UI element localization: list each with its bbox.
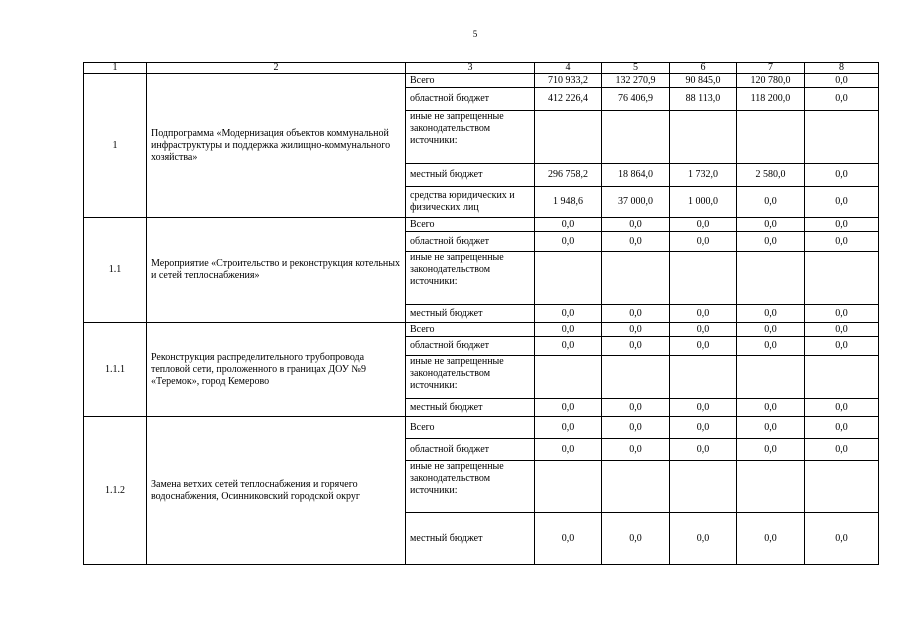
value-cell: 0,0 bbox=[535, 399, 602, 417]
funding-source: иные не запрещенные законодательством источники: bbox=[406, 461, 535, 513]
value-cell: 0,0 bbox=[535, 513, 602, 565]
table-row bbox=[84, 417, 879, 439]
value-cell: 0,0 bbox=[805, 337, 879, 356]
value-cell bbox=[535, 461, 602, 513]
table-row bbox=[84, 74, 879, 88]
value-cell bbox=[602, 252, 670, 305]
funding-source: местный бюджет bbox=[406, 164, 535, 187]
value-cell: 0,0 bbox=[737, 218, 805, 232]
value-cell bbox=[737, 111, 805, 164]
value-cell: 76 406,9 bbox=[602, 88, 670, 111]
column-header: 2 bbox=[147, 63, 406, 74]
funding-source: Всего bbox=[406, 417, 535, 439]
value-cell bbox=[602, 356, 670, 399]
funding-source: областной бюджет bbox=[406, 439, 535, 461]
value-cell: 0,0 bbox=[535, 232, 602, 252]
funding-source: областной бюджет bbox=[406, 337, 535, 356]
value-cell: 412 226,4 bbox=[535, 88, 602, 111]
value-cell: 118 200,0 bbox=[737, 88, 805, 111]
value-cell: 2 580,0 bbox=[737, 164, 805, 187]
value-cell: 0,0 bbox=[602, 337, 670, 356]
value-cell: 0,0 bbox=[805, 88, 879, 111]
value-cell: 0,0 bbox=[737, 513, 805, 565]
value-cell: 88 113,0 bbox=[670, 88, 737, 111]
value-cell: 120 780,0 bbox=[737, 74, 805, 88]
item-number: 1 bbox=[84, 74, 147, 218]
value-cell bbox=[805, 252, 879, 305]
value-cell: 0,0 bbox=[602, 323, 670, 337]
funding-source: местный бюджет bbox=[406, 399, 535, 417]
value-cell bbox=[805, 461, 879, 513]
value-cell: 0,0 bbox=[737, 439, 805, 461]
value-cell: 0,0 bbox=[805, 164, 879, 187]
column-header: 4 bbox=[535, 63, 602, 74]
value-cell: 0,0 bbox=[805, 232, 879, 252]
value-cell: 0,0 bbox=[670, 337, 737, 356]
funding-source: местный бюджет bbox=[406, 513, 535, 565]
funding-source: местный бюджет bbox=[406, 305, 535, 323]
value-cell: 0,0 bbox=[670, 439, 737, 461]
value-cell bbox=[602, 111, 670, 164]
value-cell: 0,0 bbox=[535, 323, 602, 337]
value-cell: 1 948,6 bbox=[535, 187, 602, 218]
value-cell: 0,0 bbox=[805, 417, 879, 439]
value-cell: 0,0 bbox=[805, 74, 879, 88]
value-cell: 0,0 bbox=[670, 513, 737, 565]
column-header: 7 bbox=[737, 63, 805, 74]
value-cell: 0,0 bbox=[602, 439, 670, 461]
value-cell: 0,0 bbox=[602, 305, 670, 323]
item-number: 1.1 bbox=[84, 218, 147, 323]
value-cell bbox=[737, 356, 805, 399]
value-cell bbox=[805, 111, 879, 164]
value-cell bbox=[737, 461, 805, 513]
item-name: Мероприятие «Строительство и реконструкция котельных и сетей теплоснабжения» bbox=[147, 218, 406, 323]
value-cell: 0,0 bbox=[805, 187, 879, 218]
column-header: 3 bbox=[406, 63, 535, 74]
value-cell bbox=[670, 252, 737, 305]
value-cell: 0,0 bbox=[805, 439, 879, 461]
column-header: 1 bbox=[84, 63, 147, 74]
funding-source: иные не запрещенные законодательством источники: bbox=[406, 252, 535, 305]
value-cell: 0,0 bbox=[670, 232, 737, 252]
value-cell: 1 732,0 bbox=[670, 164, 737, 187]
value-cell bbox=[670, 356, 737, 399]
value-cell: 37 000,0 bbox=[602, 187, 670, 218]
value-cell: 0,0 bbox=[805, 399, 879, 417]
value-cell: 0,0 bbox=[737, 337, 805, 356]
funding-source: Всего bbox=[406, 74, 535, 88]
table-row bbox=[84, 323, 879, 337]
value-cell bbox=[737, 252, 805, 305]
value-cell: 0,0 bbox=[805, 513, 879, 565]
table-row bbox=[84, 218, 879, 232]
value-cell: 0,0 bbox=[602, 232, 670, 252]
value-cell: 0,0 bbox=[602, 399, 670, 417]
value-cell: 0,0 bbox=[737, 187, 805, 218]
value-cell: 1 000,0 bbox=[670, 187, 737, 218]
value-cell: 0,0 bbox=[535, 439, 602, 461]
value-cell bbox=[670, 461, 737, 513]
value-cell: 0,0 bbox=[737, 305, 805, 323]
column-header: 8 bbox=[805, 63, 879, 74]
funding-source: иные не запрещенные законодательством источники: bbox=[406, 356, 535, 399]
value-cell: 0,0 bbox=[535, 417, 602, 439]
value-cell: 0,0 bbox=[535, 337, 602, 356]
value-cell: 0,0 bbox=[737, 232, 805, 252]
value-cell bbox=[535, 356, 602, 399]
value-cell: 0,0 bbox=[737, 417, 805, 439]
funding-source: Всего bbox=[406, 218, 535, 232]
value-cell: 18 864,0 bbox=[602, 164, 670, 187]
value-cell: 0,0 bbox=[805, 218, 879, 232]
value-cell bbox=[535, 252, 602, 305]
value-cell: 0,0 bbox=[602, 417, 670, 439]
value-cell: 0,0 bbox=[535, 218, 602, 232]
value-cell: 296 758,2 bbox=[535, 164, 602, 187]
value-cell: 710 933,2 bbox=[535, 74, 602, 88]
budget-table bbox=[83, 62, 879, 565]
value-cell: 90 845,0 bbox=[670, 74, 737, 88]
value-cell: 0,0 bbox=[737, 399, 805, 417]
item-name: Подпрограмма «Модернизация объектов коммунальной инфраструктуры и поддержка жилищно-коммунального хозяйства» bbox=[147, 74, 406, 218]
value-cell bbox=[805, 356, 879, 399]
value-cell: 0,0 bbox=[670, 323, 737, 337]
funding-source: областной бюджет bbox=[406, 88, 535, 111]
value-cell: 0,0 bbox=[602, 513, 670, 565]
funding-source: областной бюджет bbox=[406, 232, 535, 252]
value-cell: 0,0 bbox=[805, 323, 879, 337]
value-cell: 0,0 bbox=[670, 305, 737, 323]
value-cell: 0,0 bbox=[737, 323, 805, 337]
value-cell: 0,0 bbox=[670, 399, 737, 417]
funding-source: Всего bbox=[406, 323, 535, 337]
column-header: 5 bbox=[602, 63, 670, 74]
funding-source: иные не запрещенные законодательством источники: bbox=[406, 111, 535, 164]
item-number: 1.1.2 bbox=[84, 417, 147, 565]
item-name: Замена ветхих сетей теплоснабжения и горячего водоснабжения, Осинниковский городской округ bbox=[147, 417, 406, 565]
value-cell: 0,0 bbox=[602, 218, 670, 232]
value-cell: 132 270,9 bbox=[602, 74, 670, 88]
value-cell: 0,0 bbox=[670, 417, 737, 439]
item-name: Реконструкция распределительного трубопровода тепловой сети, проложенного в границах ДОУ №9 «Теремок», город Кемерово bbox=[147, 323, 406, 417]
value-cell bbox=[602, 461, 670, 513]
value-cell: 0,0 bbox=[670, 218, 737, 232]
column-header: 6 bbox=[670, 63, 737, 74]
item-number: 1.1.1 bbox=[84, 323, 147, 417]
column-number-row bbox=[84, 63, 879, 74]
value-cell: 0,0 bbox=[535, 305, 602, 323]
value-cell bbox=[535, 111, 602, 164]
funding-source: средства юридических и физических лиц bbox=[406, 187, 535, 218]
page-number: 5 bbox=[472, 29, 478, 39]
value-cell bbox=[670, 111, 737, 164]
value-cell: 0,0 bbox=[805, 305, 879, 323]
